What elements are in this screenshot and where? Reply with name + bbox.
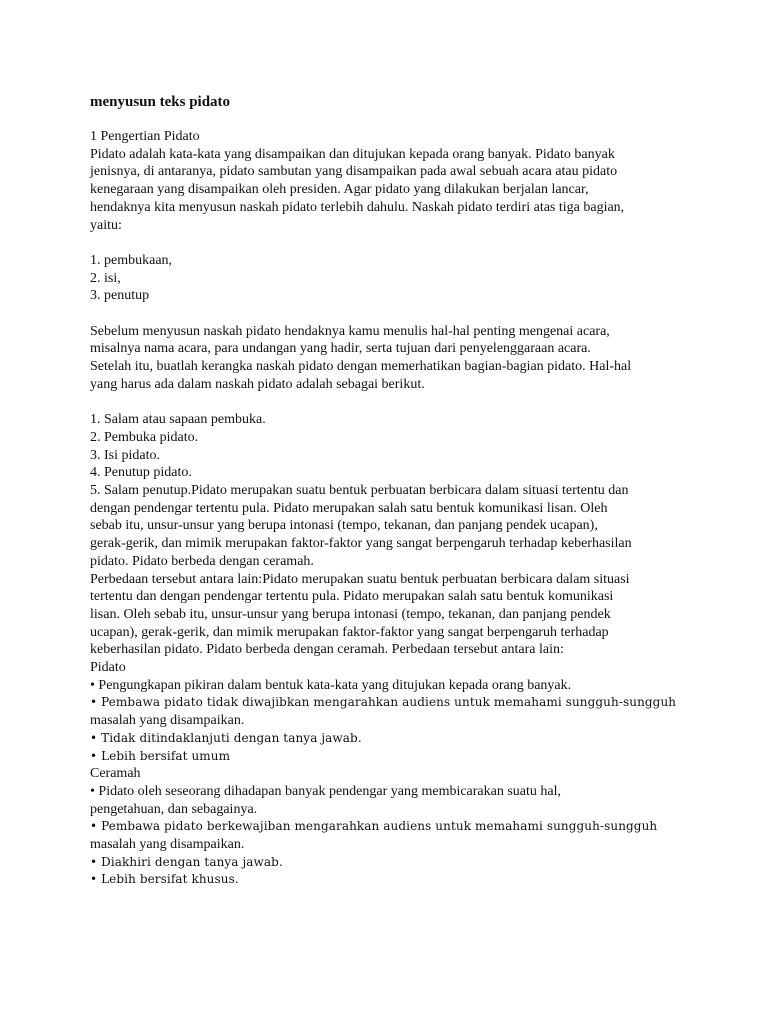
text-line: yaitu:	[90, 217, 122, 233]
pidato-bullets	[90, 677, 690, 766]
list-item: 1. pembukaan,	[90, 252, 173, 268]
list-item: 2. isi,	[90, 270, 121, 286]
text-line: hendaknya kita menyusun naskah pidato terlebih dahulu. Naskah pidato terdiri atas tiga bagian,	[90, 199, 625, 215]
document-page	[90, 92, 690, 889]
ceramah-bullets	[90, 783, 690, 889]
list-item: 1. Salam atau sapaan pembuka.	[90, 412, 266, 428]
paragraph-preparation	[90, 323, 690, 394]
paragraph-definition	[90, 146, 690, 235]
bullet-item: • Diakhiri dengan tanya jawab.	[90, 854, 283, 869]
bullet-item: • Lebih bersifat umum	[90, 748, 231, 763]
text-line: dengan pendengar tertentu pula. Pidato merupakan salah satu bentuk komunikasi lisan. Oleh	[90, 500, 608, 516]
section-heading: 1 Pengertian Pidato	[90, 129, 200, 144]
list-item: 3. penutup	[90, 288, 150, 304]
text-line: sebab itu, unsur-unsur yang berupa intonasi (tempo, tekanan, dan panjang pendek ucapan),	[90, 518, 598, 534]
text-line: gerak-gerik, dan mimik merupakan faktor-faktor yang sangat berpengaruh terhadap keberhasilan	[90, 536, 632, 552]
text-line: kenegaraan yang disampaikan oleh presiden. Agar pidato yang dilakukan berjalan lancar,	[90, 182, 589, 198]
text-line: pidato. Pidato berbeda dengan ceramah.	[90, 553, 314, 569]
text-line: tertentu dan dengan pendengar tertentu pula. Pidato merupakan salah satu bentuk komunikasi	[90, 589, 614, 605]
bullet-continuation: masalah yang disampaikan.	[90, 837, 245, 853]
bullet-item: • Pengungkapan pikiran dalam bentuk kata-kata yang ditujukan kepada orang banyak.	[90, 677, 572, 693]
bullet-item: • Tidak ditindaklanjuti dengan tanya jawab.	[90, 730, 362, 745]
text-line: misalnya nama acara, para undangan yang hadir, serta tujuan dari penyelenggaraan acara.	[90, 341, 591, 357]
text-line: jenisnya, di antaranya, pidato sambutan yang disampaikan pada awal sebuah acara atau pidato	[90, 164, 618, 180]
text-line: lisan. Oleh sebab itu, unsur-unsur yang berupa intonasi (tempo, tekanan, dan panjang pendek	[90, 606, 611, 622]
list-speech-parts	[90, 252, 690, 305]
list-speech-structure	[90, 411, 690, 677]
text-line: Pidato adalah kata-kata yang disampaikan dan ditujukan kepada orang banyak. Pidato banyak	[90, 146, 615, 162]
text-line: Perbedaan tersebut antara lain:Pidato merupakan suatu bentuk perbuatan berbicara dalam situasi	[90, 571, 630, 587]
bullet-item: • Lebih bersifat khusus.	[90, 872, 239, 887]
text-line: ucapan), gerak-gerik, dan mimik merupakan faktor-faktor yang sangat berpengaruh terhadap	[90, 624, 609, 640]
bullet-continuation: masalah yang disampaikan.	[90, 713, 245, 729]
list-item: 5. Salam penutup.Pidato merupakan suatu bentuk perbuatan berbicara dalam situasi tertentu dan	[90, 483, 629, 499]
subheading-ceramah: Ceramah	[90, 766, 141, 782]
text-line: keberhasilan pidato. Pidato berbeda dengan ceramah. Perbedaan tersebut antara lain:	[90, 642, 564, 658]
list-item: 4. Penutup pidato.	[90, 465, 192, 481]
list-item: 2. Pembuka pidato.	[90, 429, 199, 445]
text-line: Setelah itu, buatlah kerangka naskah pidato dengan memerhatikan bagian-bagian pidato. Hal-hal	[90, 359, 632, 375]
text-line: yang harus ada dalam naskah pidato adalah sebagai berikut.	[90, 376, 425, 392]
subheading-pidato: Pidato	[90, 660, 126, 676]
document-title: menyusun teks pidato	[90, 94, 231, 110]
bullet-item: • Pidato oleh seseorang dihadapan banyak pendengar yang membicarakan suatu hal,	[90, 783, 562, 799]
bullet-item: • Pembawa pidato berkewajiban mengarahkan audiens untuk memahami sungguh-sungguh	[90, 819, 658, 834]
bullet-continuation: pengetahuan, dan sebagainya.	[90, 801, 258, 817]
list-item: 3. Isi pidato.	[90, 447, 160, 463]
bullet-item: • Pembawa pidato tidak diwajibkan mengarahkan audiens untuk memahami sungguh-sungguh	[90, 695, 677, 710]
text-line: Sebelum menyusun naskah pidato hendaknya kamu menulis hal-hal penting mengenai acara,	[90, 323, 610, 339]
